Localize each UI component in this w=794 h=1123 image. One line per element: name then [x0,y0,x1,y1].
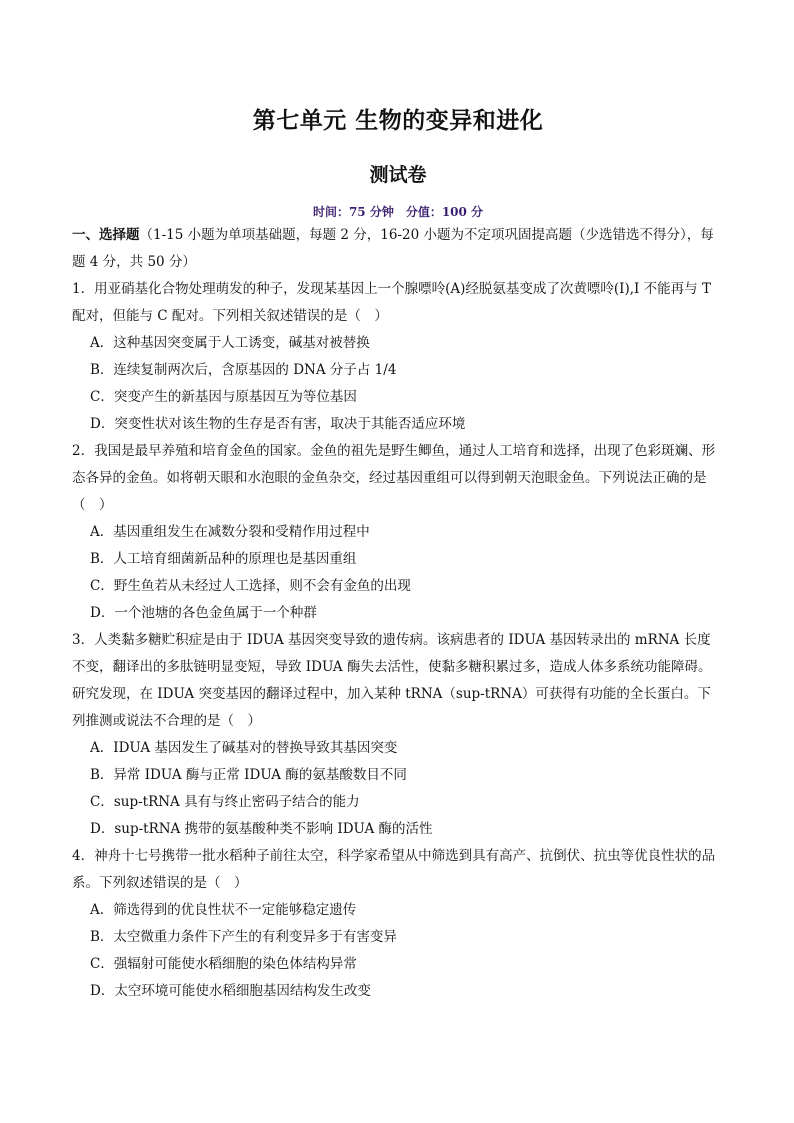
option-b: B．人工培育细菌新品种的原理也是基因重组 [90,551,357,567]
section-title: 一、选择题 [72,227,140,243]
option-d: D．一个池塘的各色金鱼属于一个种群 [90,605,317,621]
option-a: A．基因重组发生在减数分裂和受精作用过程中 [90,524,370,540]
question-stem: 2．我国是最早养殖和培育金鱼的国家。金鱼的祖先是野生鲫鱼，通过人工培育和选择，出现了色彩斑斓、形态各异的金鱼。如将朝天眼和水泡眼的金鱼杂交，经过基因重组可以得到朝天泡眼金鱼。下列说法正确的是（ ） [72,443,716,513]
section-multiple-choice [72,222,724,276]
option-b: B．连续复制两次后，含原基因的 DNA 分子占 1/4 [90,362,397,378]
option-d: D．突变性状对该生物的生存是否有害，取决于其能否适应环境 [90,416,466,432]
option-b: B．太空微重力条件下产生的有利变异多于有害变异 [90,929,397,945]
option-c: C．sup-tRNA 具有与终止密码子结合的能力 [90,794,360,810]
option-c: C．野生鱼若从未经过人工选择，则不会有金鱼的出现 [90,578,411,594]
page-title: 第七单元 生物的变异和进化 [252,108,544,134]
question-stem: 3．人类黏多糖贮积症是由于 IDUA 基因突变导致的遗传病。该病患者的 IDUA 基因转录出的 mRNA 长度不变，翻译出的多肽链明显变短，导致 IDUA 酶失去活性，使黏多糖积累过多，造成人体多系统功能障碍。研究发现，在 IDUA 突变基因的翻译过程中，加入某种 tRNA（sup-tRNA）可获得有功能的全长蛋白。下列推测或说法不合理的是（ ） [72,632,712,729]
option-c: C．突变产生的新基因与原基因互为等位基因 [90,389,357,405]
question-1 [72,276,724,438]
option-d: D．sup-tRNA 携带的氨基酸种类不影响 IDUA 酶的活性 [90,821,433,837]
option-b: B．异常 IDUA 酶与正常 IDUA 酶的氨基酸数目不同 [90,767,407,783]
question-3 [72,627,724,843]
option-c: C．强辐射可能使水稻细胞的染色体结构异常 [90,956,357,972]
option-d: D．太空环境可能使水稻细胞基因结构发生改变 [90,983,371,999]
option-a: A．筛选得到的优良性状不一定能够稳定遗传 [90,902,357,918]
exam-meta: 时间：75 分钟 分值：100 分 [312,205,484,219]
page-subtitle: 测试卷 [369,164,427,186]
option-a: A．这种基因突变属于人工诱变，碱基对被替换 [90,335,370,351]
question-2 [72,438,724,627]
option-a: A．IDUA 基因发生了碱基对的替换导致其基因突变 [90,740,398,756]
section-note: （1-15 小题为单项基础题，每题 2 分，16-20 小题为不定项巩固提高题（少选错选不得分），每题 4 分，共 50 分） [72,227,714,270]
question-4 [72,843,724,1005]
question-stem: 4．神舟十七号携带一批水稻种子前往太空，科学家希望从中筛选到具有高产、抗倒伏、抗虫等优良性状的品系。下列叙述错误的是（ ） [72,848,716,891]
question-stem: 1．用亚硝基化合物处理萌发的种子，发现某基因上一个腺嘌呤(A)经脱氨基变成了次黄嘌呤(I),I 不能再与 T 配对，但能与 C 配对。下列相关叙述错误的是（ ） [72,281,711,324]
